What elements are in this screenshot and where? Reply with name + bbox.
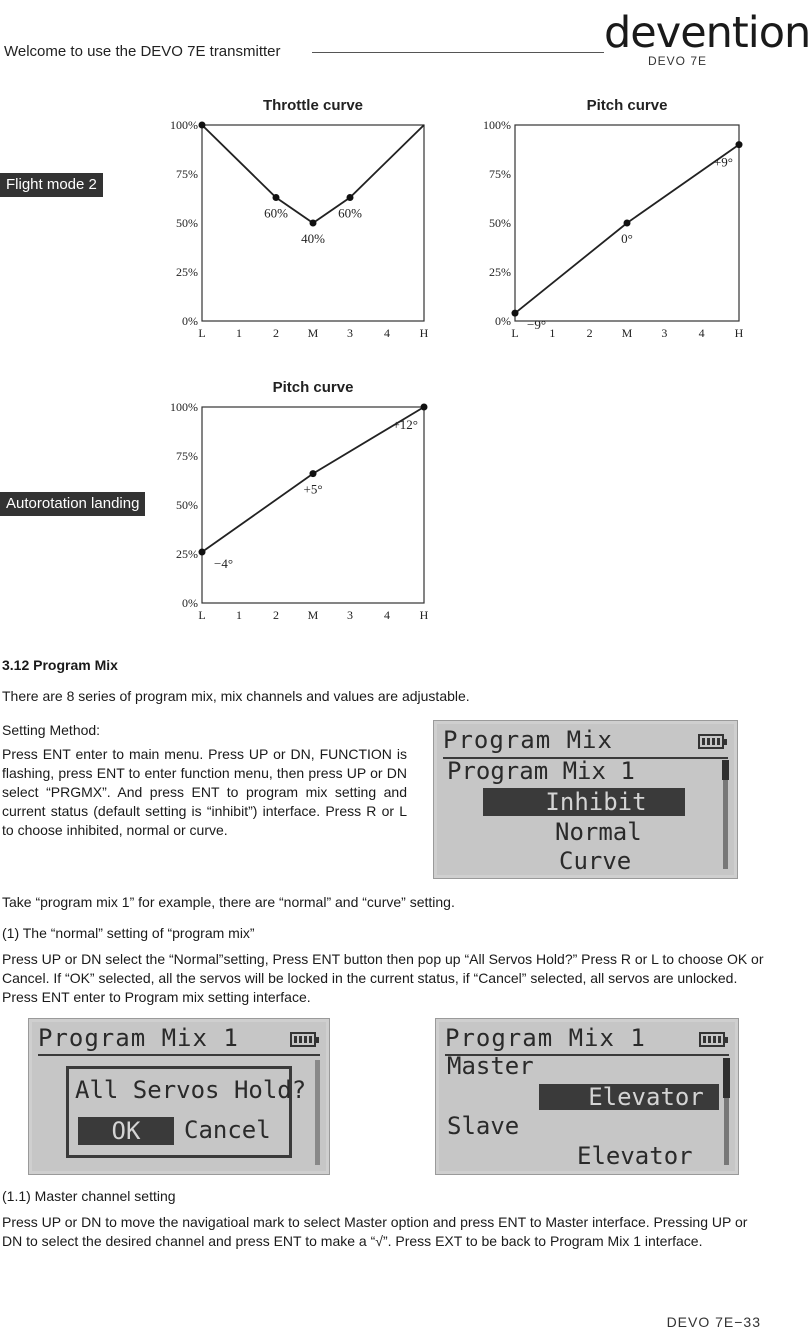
throttle-curve-svg: [150, 92, 450, 352]
chart-title: Throttle curve: [262, 97, 364, 114]
master-heading: (1.1) Master channel setting: [2, 1188, 176, 1204]
x-tick-label: 1: [549, 326, 556, 340]
normal-heading: (1) The “normal” setting of “program mix”: [2, 925, 255, 941]
y-tick-label: 50%: [176, 498, 198, 512]
example-text: Take “program mix 1” for example, there are “normal” and “curve” setting.: [2, 894, 455, 910]
x-tick-label: H: [419, 608, 429, 622]
ok-button[interactable]: OK: [78, 1117, 174, 1145]
x-tick-label: 2: [586, 326, 593, 340]
battery-icon: [699, 1032, 725, 1047]
pitch-curve-svg-2: [150, 374, 450, 634]
x-tick-label: 3: [347, 326, 353, 340]
x-tick-label: 3: [347, 608, 353, 622]
data-point: [273, 194, 280, 201]
lcd-title: Program Mix: [443, 726, 613, 754]
x-tick-label: L: [511, 326, 519, 340]
x-tick-label: M: [307, 608, 319, 622]
x-tick-label: 4: [698, 326, 705, 340]
data-point: [199, 122, 206, 129]
x-tick-label: M: [621, 326, 633, 340]
x-tick-label: H: [734, 326, 744, 340]
lcd-master-slave: [436, 1019, 738, 1174]
cancel-button[interactable]: Cancel: [184, 1116, 271, 1144]
y-tick-label: 50%: [489, 216, 511, 230]
pitch-curve-chart-1: [465, 92, 765, 352]
slave-value[interactable]: Elevator: [577, 1142, 693, 1170]
y-tick-label: 50%: [176, 216, 198, 230]
slave-label: Slave: [447, 1112, 520, 1140]
data-point: [421, 404, 428, 411]
scrollbar-thumb[interactable]: [723, 1058, 730, 1098]
lcd-subtitle: Program Mix 1: [447, 757, 635, 785]
data-label: −9°: [527, 317, 547, 333]
scrollbar-thumb[interactable]: [722, 760, 729, 780]
y-tick-label: 0%: [182, 314, 198, 328]
y-tick-label: 75%: [176, 449, 198, 463]
series-line: [202, 407, 424, 552]
pitch-curve-svg-1: [465, 92, 765, 352]
data-label: −4°: [214, 556, 234, 572]
x-tick-label: M: [307, 326, 319, 340]
x-tick-label: 4: [384, 326, 390, 340]
x-tick-label: H: [419, 326, 429, 340]
data-point: [199, 549, 206, 556]
master-text: Press UP or DN to move the navigatioal mark to select Master option and press ENT to Master interface. Pressing UP or DN to select the desired channel and press ENT to make a “√”. Press EXT to be back to Program Mix 1 interface.: [2, 1214, 748, 1249]
data-point: [347, 194, 354, 201]
master-label: Master: [447, 1052, 534, 1080]
y-tick-label: 100%: [483, 118, 511, 132]
lcd-program-mix-menu: [434, 721, 737, 878]
logo-subtitle: DEVO 7E: [648, 54, 708, 68]
data-label: +12°: [392, 417, 418, 432]
data-point: [310, 470, 317, 477]
autorotation-landing-tag: Autorotation landing: [0, 492, 145, 516]
intro-text: There are 8 series of program mix, mix channels and values are adjustable.: [2, 688, 470, 704]
master-value[interactable]: Elevator: [539, 1084, 719, 1110]
data-point: [736, 141, 743, 148]
x-tick-label: L: [198, 326, 206, 340]
y-tick-label: 75%: [176, 167, 198, 181]
pitch-curve-chart-2: [150, 374, 450, 634]
dialog-question: All Servos Hold?: [75, 1076, 307, 1104]
flight-mode-2-tag: Flight mode 2: [0, 173, 103, 197]
battery-icon: [290, 1032, 316, 1047]
y-tick-label: 75%: [489, 167, 511, 181]
lcd-title-rule: [38, 1054, 320, 1056]
x-tick-label: 2: [273, 326, 279, 340]
y-tick-label: 0%: [182, 596, 198, 610]
x-tick-label: 1: [236, 608, 242, 622]
scrollbar-track[interactable]: [315, 1060, 320, 1165]
data-label: +9°: [713, 154, 733, 170]
data-label: 40%: [301, 231, 325, 246]
page-number: DEVO 7E−33: [666, 1314, 761, 1330]
y-tick-label: 100%: [170, 400, 198, 414]
option-inhibit[interactable]: Inhibit: [483, 788, 685, 816]
option-normal[interactable]: Normal: [555, 818, 642, 846]
series-line: [515, 145, 739, 314]
normal-text: Press UP or DN select the “Normal”setting, Press ENT button then pop up “All Servos Hold?” Press R or L to choose OK or Cancel. If “OK” selected, all the servos will be locked in the current status, if “Cancel” selected, all servos are unlocked. Press ENT enter to Program mix setting interface.: [2, 951, 764, 1005]
data-label: 60%: [264, 205, 288, 221]
lcd-title: Program Mix 1: [38, 1024, 239, 1052]
x-tick-label: 2: [273, 608, 279, 622]
logo-word: devention: [604, 8, 810, 58]
data-point: [512, 310, 519, 317]
data-label: +5°: [303, 481, 323, 497]
chart-title: Pitch curve: [586, 97, 668, 114]
x-tick-label: 3: [661, 326, 668, 340]
series-line: [202, 125, 424, 223]
data-point: [310, 220, 317, 227]
method-text: Press ENT enter to main menu. Press UP or DN, FUNCTION is flashing, press ENT to enter function menu, then press UP or DN select “PRGMX”. And press ENT to program mix setting and current status (default setting is “inhibit”) interface. Press R or L to choose inhibited, normal or curve.: [2, 746, 407, 838]
logo: [604, 8, 810, 68]
x-tick-label: L: [198, 608, 206, 622]
header-title: Welcome to use the DEVO 7E transmitter: [4, 43, 281, 60]
header-rule: [312, 52, 604, 53]
y-tick-label: 100%: [170, 118, 198, 132]
data-label: 0°: [621, 231, 633, 246]
lcd-all-servos-hold: [29, 1019, 329, 1174]
lcd-title: Program Mix 1: [445, 1024, 646, 1052]
y-tick-label: 25%: [176, 547, 198, 561]
data-point: [624, 220, 631, 227]
y-tick-label: 25%: [176, 265, 198, 279]
plot-frame: [202, 407, 424, 603]
throttle-curve-chart: [150, 92, 450, 352]
chart-title: Pitch curve: [272, 379, 354, 396]
battery-icon: [698, 734, 724, 749]
x-tick-label: 4: [384, 608, 390, 622]
x-tick-label: 1: [236, 326, 242, 340]
data-label: 60%: [338, 205, 362, 221]
section-title: 3.12 Program Mix: [2, 657, 118, 673]
y-tick-label: 0%: [495, 314, 511, 328]
option-curve[interactable]: Curve: [559, 847, 632, 875]
y-tick-label: 25%: [489, 265, 511, 279]
setting-method-label: Setting Method:: [2, 722, 101, 738]
